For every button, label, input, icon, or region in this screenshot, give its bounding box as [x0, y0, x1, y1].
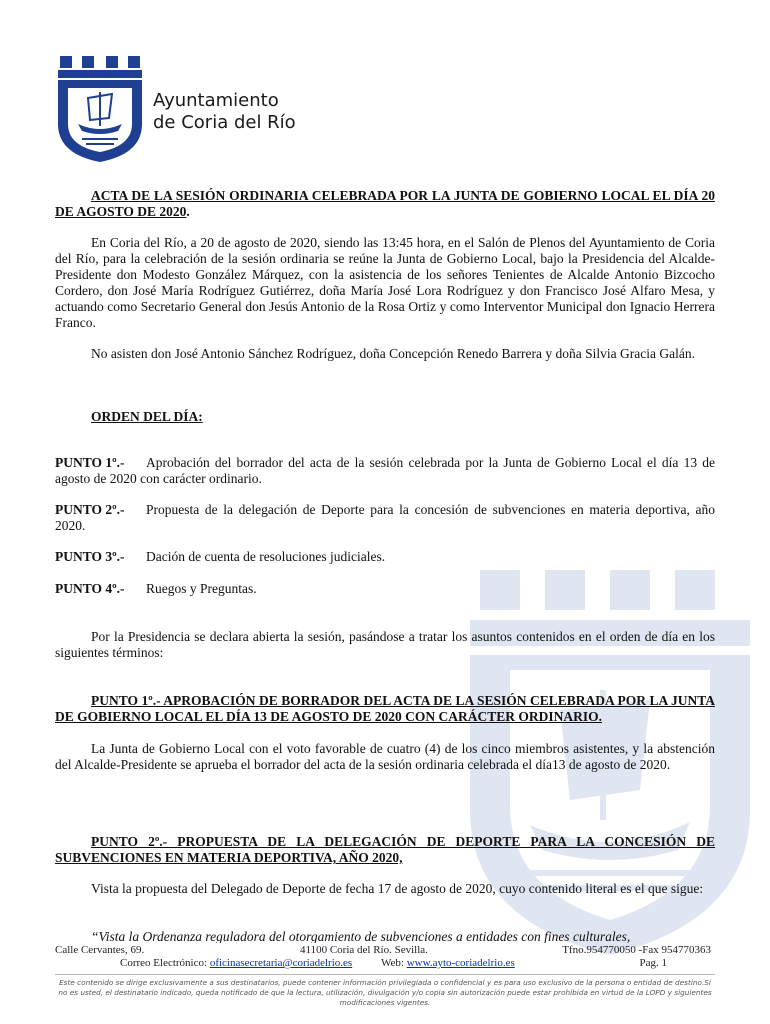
agenda-item-label: PUNTO 4º.- — [55, 581, 125, 596]
section-1-body: La Junta de Gobierno Local con el voto favorable de cuatro (4) de los cinco miembros asistentes, y la abstención del Alcalde-Presidente se aprueba el borrador del acta de la sesión ordinaria celebrada el día13 de agosto de 2020. — [55, 741, 715, 772]
document-title — [55, 188, 715, 220]
footer-page-number: Pag. 1 — [639, 957, 667, 969]
agenda-item — [55, 455, 715, 487]
footer-line-1 — [55, 944, 715, 956]
document-title-text: ACTA DE LA SESIÓN ORDINARIA CELEBRADA POR LA JUNTA DE GOBIERNO LOCAL EL DÍA 20 DE AGOSTO DE 2020 — [55, 188, 715, 219]
intro-paragraph: En Coria del Río, a 20 de agosto de 2020, siendo las 13:45 hora, en el Salón de Plenos del Ayuntamiento de Coria del Río, para la celebración de la sesión ordinaria se reúne la Junta de Gobierno Local, bajo la Presidencia del Alcalde-Presidente don Modesto González Márquez, con la asistencia de los señores Tenientes de Alcalde Antonio Bizcocho Cordero, don José María Rodríguez Gutiérrez, doña María José Lora Rodríguez y don Francisco José Alfaro Mesa, y actuando como Secretario General don Jesús Antonio de la Rosa Ortiz y como Interventor Municipal don Ignacio Herrera Franco. — [55, 235, 715, 330]
section-2-body: Vista la propuesta del Delegado de Deporte de fecha 17 de agosto de 2020, cuyo contenido literal es el que sigue: — [91, 881, 704, 896]
agenda-item — [55, 502, 715, 534]
footer-phone: Tfno.954770050 -Fax 954770363 — [562, 944, 711, 956]
agenda-item-text: Aprobación del borrador del acta de la sesión celebrada por la Junta de Gobierno Local el día 13 de agosto de 2020 con carácter ordinario. — [55, 455, 715, 486]
section-1-heading — [55, 693, 715, 725]
footer-email-link[interactable]: oficinasecretaria@coriadelrio.es — [209, 957, 353, 969]
footer-web-link[interactable]: www.ayto-coriadelrio.es — [406, 957, 515, 969]
footer-address: Calle Cervantes, 69. — [55, 944, 145, 956]
agenda-item-label: PUNTO 3º.- — [55, 549, 125, 564]
agenda-item — [55, 581, 715, 597]
section-2-quote: “Vista la Ordenanza reguladora del otorgamiento de subvenciones a entidades con fines culturales, — [91, 929, 631, 943]
agenda-item — [55, 549, 715, 565]
section-2-heading-text: PUNTO 2º.- PROPUESTA DE LA DELEGACIÓN DE DEPORTE PARA LA CONCESIÓN DE SUBVENCIONES EN MATERIA DEPORTIVA, AÑO 2020, — [55, 834, 715, 865]
org-line-2: de Coria del Río — [153, 112, 296, 133]
footer-divider — [55, 974, 715, 975]
footer-web-group — [381, 957, 515, 969]
footer-disclaimer: Este contenido se dirige exclusivamente a sus destinatarios, puede contener información privilegiada o confidencial y es para uso exclusivo de la persona o entidad de destino.Si no es usted, el destinatario indicado, queda notificado de que la lectura, utilización, divulgación y/o copia sin autorización puede estar prohibida en virtud de la LOPD y siguientes modificaciones vigentes. — [58, 978, 712, 1007]
agenda-item-label: PUNTO 2º.- — [55, 502, 125, 517]
presidency-paragraph: Por la Presidencia se declara abierta la sesión, pasándose a tratar los asuntos contenidos en el orden de día en los siguientes términos: — [55, 629, 715, 660]
agenda-item-text: Ruegos y Preguntas. — [146, 581, 257, 596]
agenda-item-label: PUNTO 1º.- — [55, 455, 125, 470]
document-title-suffix: . — [186, 204, 190, 219]
footer-web-label: Web: — [381, 957, 404, 969]
section-1-heading-text: PUNTO 1º.- APROBACIÓN DE BORRADOR DEL ACTA DE LA SESIÓN CELEBRADA POR LA JUNTA DE GOBIERNO LOCAL EL DÍA 13 DE AGOSTO DE 2020 CON CARÁCTER ORDINARIO. — [55, 693, 715, 724]
footer-email-group — [120, 957, 352, 969]
footer-city: 41100 Coria del Río. Sevilla. — [300, 944, 428, 956]
agenda-item-text: Propuesta de la delegación de Deporte para la concesión de subvenciones en materia deportiva, año 2020. — [55, 502, 715, 533]
org-line-1: Ayuntamiento — [153, 90, 279, 111]
organization-name — [153, 90, 296, 134]
absent-paragraph: No asisten don José Antonio Sánchez Rodríguez, doña Concepción Renedo Barrera y doña Silvia Gracia Galán. — [91, 346, 695, 361]
agenda-item-text: Dación de cuenta de resoluciones judiciales. — [146, 549, 386, 564]
coat-of-arms-logo — [54, 54, 146, 164]
agenda-title — [55, 409, 715, 425]
agenda-title-text: ORDEN DEL DÍA: — [91, 409, 203, 424]
section-2-heading — [55, 834, 715, 866]
footer-email-label: Correo Electrónico: — [120, 957, 208, 969]
